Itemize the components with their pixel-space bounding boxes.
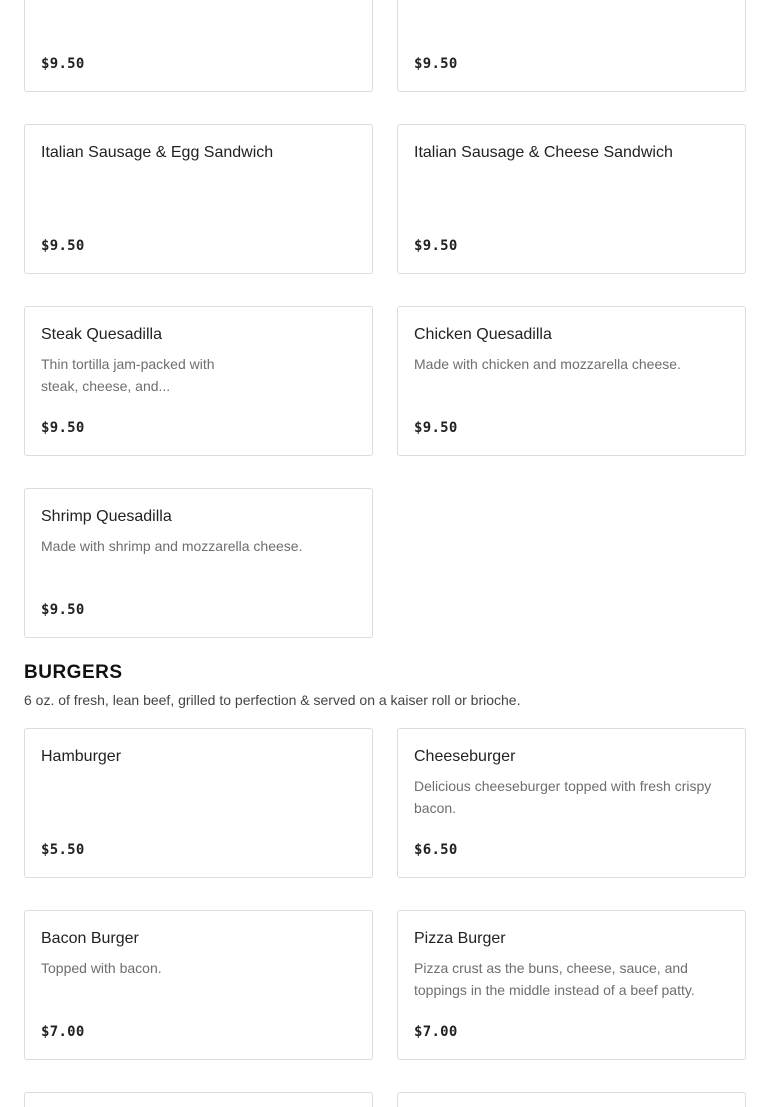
menu-item-name: Chicken Quesadilla xyxy=(414,326,552,343)
menu-item-card[interactable] xyxy=(24,0,373,92)
menu-item-card-pizza-burger[interactable] xyxy=(397,910,746,1060)
menu-item-price: $9.50 xyxy=(41,602,85,618)
menu-item-name: Italian Sausage & Cheese Sandwich xyxy=(414,144,673,161)
menu-item-name: Bacon Burger xyxy=(41,930,139,947)
menu-item-card-cheeseburger[interactable] xyxy=(397,728,746,878)
menu-item-card-shrimp-quesadilla[interactable] xyxy=(24,488,373,638)
menu-item-card[interactable] xyxy=(24,1092,373,1107)
menu-item-price: $9.50 xyxy=(414,420,458,436)
menu-item-card[interactable] xyxy=(397,0,746,92)
section-title-burgers: BURGERS xyxy=(24,662,123,683)
menu-item-description: Delicious cheeseburger topped with fresh crispy bacon. xyxy=(414,778,712,816)
menu-item-price: $6.50 xyxy=(414,842,458,858)
menu-item-name: Pizza Burger xyxy=(414,930,506,947)
menu-item-card-steak-quesadilla[interactable] xyxy=(24,306,373,456)
menu-item-price: $7.00 xyxy=(414,1024,458,1040)
menu-item-card[interactable] xyxy=(397,1092,746,1107)
menu-item-name: Hamburger xyxy=(41,748,122,765)
menu-item-card-bacon-burger[interactable] xyxy=(24,910,373,1060)
menu-item-price: $9.50 xyxy=(414,56,458,72)
menu-item-card-chicken-quesadilla[interactable] xyxy=(397,306,746,456)
menu-item-name: Cheeseburger xyxy=(414,748,516,765)
menu-item-description: Pizza crust as the buns, cheese, sauce, and toppings in the middle instead of a beef patty. xyxy=(414,960,695,998)
menu-item-card-hamburger[interactable] xyxy=(24,728,373,878)
menu-item-price: $7.00 xyxy=(41,1024,85,1040)
menu-item-price: $9.50 xyxy=(41,420,85,436)
menu-item-price: $9.50 xyxy=(41,56,85,72)
menu-item-name: Steak Quesadilla xyxy=(41,326,162,343)
menu-item-name: Shrimp Quesadilla xyxy=(41,508,172,525)
menu-item-description: Made with shrimp and mozzarella cheese. xyxy=(41,538,303,554)
menu-item-description: Made with chicken and mozzarella cheese. xyxy=(414,356,681,372)
menu-item-description: Topped with bacon. xyxy=(41,960,162,976)
menu-item-price: $5.50 xyxy=(41,842,85,858)
menu-item-card-italian-sausage-cheese[interactable] xyxy=(397,124,746,274)
menu-item-name: Italian Sausage & Egg Sandwich xyxy=(41,144,274,161)
section-description-burgers: 6 oz. of fresh, lean beef, grilled to perfection & served on a kaiser roll or brioche. xyxy=(24,692,521,708)
menu-item-description: Thin tortilla jam-packed with steak, cheese, and... xyxy=(41,356,215,394)
menu-item-price: $9.50 xyxy=(414,238,458,254)
menu-item-card-italian-sausage-egg[interactable] xyxy=(24,124,373,274)
menu-item-price: $9.50 xyxy=(41,238,85,254)
